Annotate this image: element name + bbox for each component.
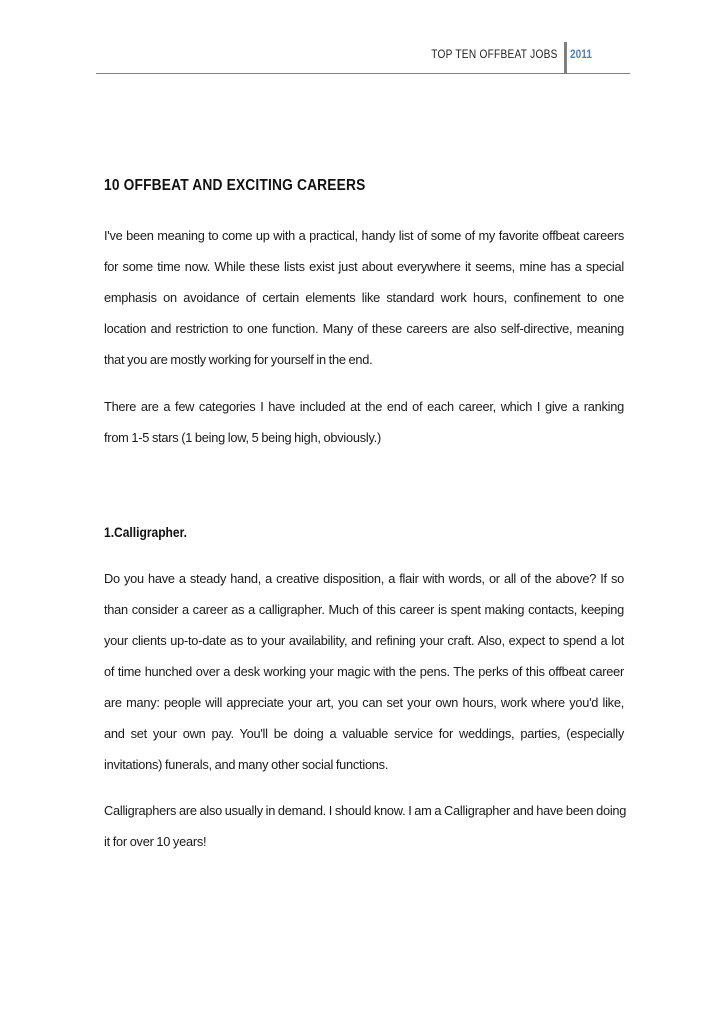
text-line: location and restriction to one function. Many of these careers are also self-directive, meaning [104, 321, 624, 336]
header-title: TOP TEN OFFBEAT JOBS [431, 49, 558, 61]
text-line: from 1-5 stars (1 being low, 5 being high, obviously.) [104, 430, 381, 445]
text-line: Calligraphers are also usually in demand. I should know. I am a Calligrapher and have been doing [104, 803, 627, 818]
text-line: emphasis on avoidance of certain elements like standard work hours, confinement to one [104, 290, 624, 305]
text-line: There are a few categories I have included at the end of each career, which I give a ranking [104, 399, 624, 414]
header-year: 2011 [570, 49, 593, 61]
text-line: your clients up-to-date as to your availability, and refining your craft. Also, expect to spend a lot [104, 633, 624, 648]
text-line: Do you have a steady hand, a creative disposition, a flair with words, or all of the above? If so [104, 571, 624, 586]
text-line: and set your own pay. You'll be doing a valuable service for weddings, parties, (especially [104, 726, 624, 741]
text-line: that you are mostly working for yourself in the end. [104, 352, 373, 367]
text-line: for some time now. While these lists exist just about everywhere it seems, mine has a special [104, 259, 624, 274]
text-line: it for over 10 years! [104, 834, 207, 849]
intro-paragraph-2 [104, 391, 624, 453]
header-rule [96, 73, 630, 74]
text-line: of time hunched over a desk working your magic with the pens. The perks of this offbeat career [104, 664, 624, 679]
calligrapher-paragraph-1 [104, 563, 624, 780]
intro-paragraph-1 [104, 220, 624, 375]
section-heading-calligrapher: 1.Calligrapher. [104, 524, 187, 540]
page-header [96, 42, 630, 74]
document-title: 10 OFFBEAT AND EXCITING CAREERS [104, 177, 366, 194]
text-line: invitations) funerals, and many other social functions. [104, 757, 389, 772]
calligrapher-paragraph-2 [104, 795, 627, 857]
text-line: than consider a career as a calligrapher. Much of this career is spent making contacts, keeping [104, 602, 624, 617]
header-separator [564, 42, 567, 74]
text-line: are many: people will appreciate your art, you can set your own hours, work where you'd like, [104, 695, 624, 710]
text-line: I've been meaning to come up with a practical, handy list of some of my favorite offbeat careers [104, 228, 624, 243]
